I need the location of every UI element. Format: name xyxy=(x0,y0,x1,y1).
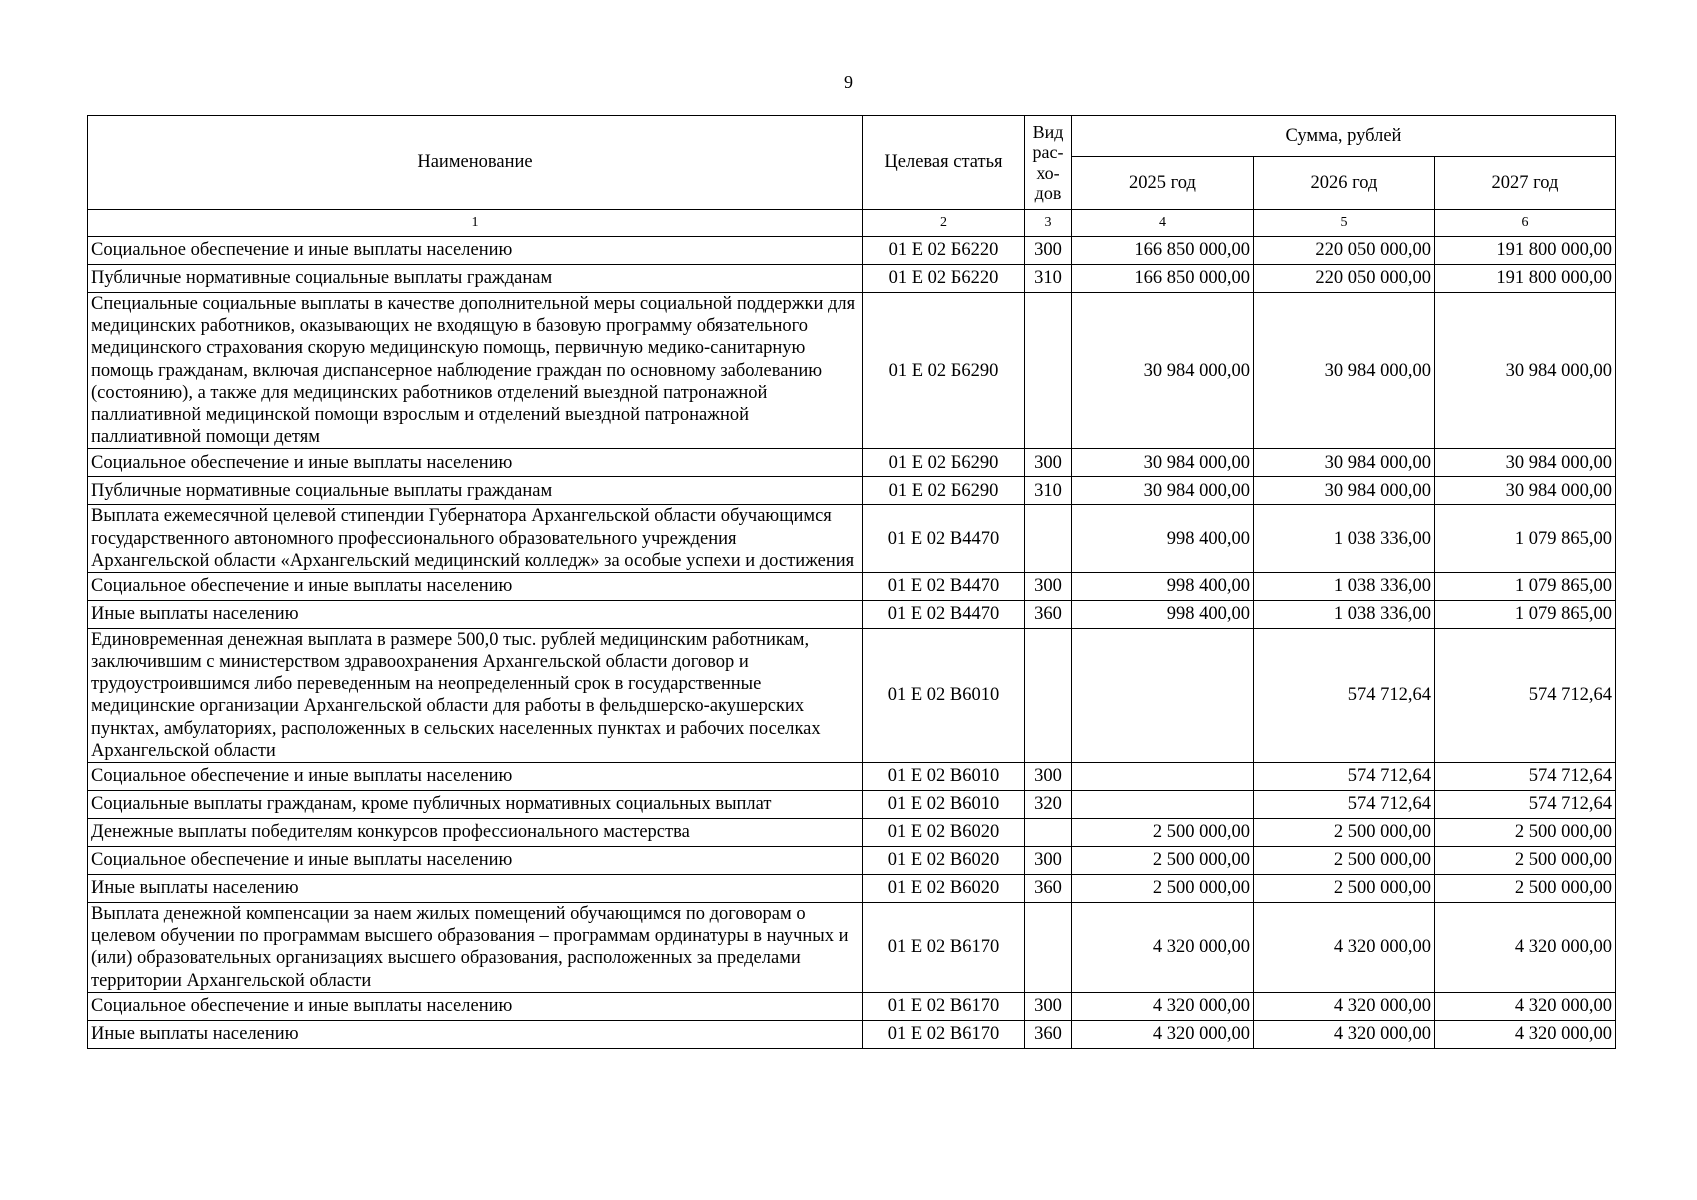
row-amount-2025: 998 400,00 xyxy=(1072,505,1254,573)
row-target: 01 Е 02 Б6220 xyxy=(863,265,1025,293)
table-row xyxy=(88,477,1616,505)
row-target: 01 Е 02 Б6290 xyxy=(863,449,1025,477)
row-target: 01 Е 02 Б6290 xyxy=(863,477,1025,505)
row-amount-2026: 1 038 336,00 xyxy=(1254,505,1435,573)
row-name: Единовременная денежная выплата в размере 500,0 тыс. рублей медицинским работникам, заключившим с министерством здравоохранения Архангельской области договор и трудоустроившимся либо переведенным на неопределенный срок в государственные медицинские организации Архангельской области для работы в фельдшерско-акушерских пунктах, амбулаториях, расположенных в сельских населенных пунктах и рабочих поселках Архангельской области xyxy=(88,628,863,762)
row-name: Социальное обеспечение и иные выплаты населению xyxy=(88,992,863,1020)
column-number: 6 xyxy=(1435,210,1616,237)
row-amount-2027: 30 984 000,00 xyxy=(1435,449,1616,477)
table-row xyxy=(88,237,1616,265)
row-amount-2025 xyxy=(1072,628,1254,762)
row-name: Выплата денежной компенсации за наем жилых помещений обучающимся по договорам о целевом обучении по программам высшего образования – программам ординатуры в научных и (или) образовательных организациях высшего образования, расположенных за пределами территории Архангельской области xyxy=(88,903,863,993)
row-vid: 310 xyxy=(1025,265,1072,293)
row-vid: 320 xyxy=(1025,791,1072,819)
row-vid: 360 xyxy=(1025,600,1072,628)
row-name: Социальное обеспечение и иные выплаты населению xyxy=(88,449,863,477)
row-target: 01 Е 02 В6170 xyxy=(863,903,1025,993)
column-number: 5 xyxy=(1254,210,1435,237)
row-amount-2027: 4 320 000,00 xyxy=(1435,992,1616,1020)
row-amount-2026: 574 712,64 xyxy=(1254,791,1435,819)
table-row xyxy=(88,1020,1616,1048)
row-amount-2027: 574 712,64 xyxy=(1435,791,1616,819)
row-target: 01 Е 02 Б6220 xyxy=(863,237,1025,265)
row-amount-2025: 30 984 000,00 xyxy=(1072,293,1254,449)
row-amount-2026: 1 038 336,00 xyxy=(1254,600,1435,628)
table-row xyxy=(88,293,1616,449)
row-amount-2027: 191 800 000,00 xyxy=(1435,237,1616,265)
table-header xyxy=(88,116,1616,237)
table-row xyxy=(88,600,1616,628)
row-target: 01 Е 02 В6010 xyxy=(863,628,1025,762)
row-amount-2027: 574 712,64 xyxy=(1435,628,1616,762)
header-year-2027: 2027 год xyxy=(1435,157,1616,210)
column-number: 4 xyxy=(1072,210,1254,237)
row-amount-2027: 2 500 000,00 xyxy=(1435,875,1616,903)
row-amount-2027: 30 984 000,00 xyxy=(1435,293,1616,449)
row-amount-2025: 4 320 000,00 xyxy=(1072,1020,1254,1048)
row-target: 01 Е 02 В6170 xyxy=(863,1020,1025,1048)
header-target: Целевая статья xyxy=(863,116,1025,210)
row-amount-2025: 2 500 000,00 xyxy=(1072,847,1254,875)
row-amount-2026: 574 712,64 xyxy=(1254,628,1435,762)
row-target: 01 Е 02 В6010 xyxy=(863,763,1025,791)
row-vid xyxy=(1025,293,1072,449)
row-amount-2025: 30 984 000,00 xyxy=(1072,477,1254,505)
row-amount-2025: 166 850 000,00 xyxy=(1072,237,1254,265)
row-amount-2026: 4 320 000,00 xyxy=(1254,903,1435,993)
row-name: Выплата ежемесячной целевой стипендии Губернатора Архангельской области обучающимся государственного автономного профессионального образовательного учреждения Архангельской области «Архангельский медицинский колледж» за особые успехи и достижения xyxy=(88,505,863,573)
table-row xyxy=(88,572,1616,600)
row-amount-2025: 998 400,00 xyxy=(1072,600,1254,628)
row-vid: 300 xyxy=(1025,572,1072,600)
row-name: Социальные выплаты гражданам, кроме публичных нормативных социальных выплат xyxy=(88,791,863,819)
row-amount-2026: 30 984 000,00 xyxy=(1254,449,1435,477)
row-vid: 300 xyxy=(1025,237,1072,265)
column-number: 3 xyxy=(1025,210,1072,237)
row-vid xyxy=(1025,819,1072,847)
header-year-2026: 2026 год xyxy=(1254,157,1435,210)
page-number: 9 xyxy=(844,72,853,92)
header-name: Наименование xyxy=(88,116,863,210)
table-row xyxy=(88,819,1616,847)
row-amount-2027: 4 320 000,00 xyxy=(1435,903,1616,993)
row-name: Социальное обеспечение и иные выплаты населению xyxy=(88,763,863,791)
row-amount-2025 xyxy=(1072,763,1254,791)
row-name: Специальные социальные выплаты в качестве дополнительной меры социальной поддержки для медицинских работников, оказывающих не входящую в базовую программу обязательного медицинского страхования скорую медицинскую помощь, первичную медико-санитарную помощь гражданам, включая диспансерное наблюдение граждан по основному заболеванию (состоянию), а также для медицинских работников отделений выездной патронажной паллиативной медицинской помощи взрослым и отделений выездной патронажной паллиативной помощи детям xyxy=(88,293,863,449)
header-vid: Вид рас-хо-дов xyxy=(1025,116,1072,210)
row-name: Денежные выплаты победителям конкурсов профессионального мастерства xyxy=(88,819,863,847)
row-target: 01 Е 02 В4470 xyxy=(863,505,1025,573)
table-row xyxy=(88,791,1616,819)
table-row xyxy=(88,628,1616,762)
row-amount-2026: 1 038 336,00 xyxy=(1254,572,1435,600)
row-name: Социальное обеспечение и иные выплаты населению xyxy=(88,847,863,875)
row-target: 01 Е 02 В4470 xyxy=(863,600,1025,628)
row-amount-2026: 574 712,64 xyxy=(1254,763,1435,791)
row-name: Публичные нормативные социальные выплаты гражданам xyxy=(88,265,863,293)
row-amount-2026: 4 320 000,00 xyxy=(1254,992,1435,1020)
row-amount-2026: 220 050 000,00 xyxy=(1254,237,1435,265)
table-row xyxy=(88,875,1616,903)
column-number: 2 xyxy=(863,210,1025,237)
row-amount-2026: 4 320 000,00 xyxy=(1254,1020,1435,1048)
row-vid: 300 xyxy=(1025,449,1072,477)
table-row xyxy=(88,992,1616,1020)
row-amount-2025: 998 400,00 xyxy=(1072,572,1254,600)
row-amount-2027: 1 079 865,00 xyxy=(1435,505,1616,573)
budget-table xyxy=(87,115,1616,1049)
row-amount-2026: 2 500 000,00 xyxy=(1254,847,1435,875)
row-name: Социальное обеспечение и иные выплаты населению xyxy=(88,237,863,265)
row-amount-2025: 2 500 000,00 xyxy=(1072,819,1254,847)
row-vid: 310 xyxy=(1025,477,1072,505)
row-amount-2026: 2 500 000,00 xyxy=(1254,875,1435,903)
row-amount-2027: 574 712,64 xyxy=(1435,763,1616,791)
table-body xyxy=(88,237,1616,1049)
row-amount-2025: 166 850 000,00 xyxy=(1072,265,1254,293)
row-target: 01 Е 02 В6020 xyxy=(863,819,1025,847)
row-vid: 300 xyxy=(1025,847,1072,875)
row-target: 01 Е 02 В4470 xyxy=(863,572,1025,600)
row-amount-2027: 191 800 000,00 xyxy=(1435,265,1616,293)
row-vid: 360 xyxy=(1025,1020,1072,1048)
row-amount-2025: 30 984 000,00 xyxy=(1072,449,1254,477)
row-amount-2025: 4 320 000,00 xyxy=(1072,992,1254,1020)
row-amount-2027: 1 079 865,00 xyxy=(1435,600,1616,628)
row-target: 01 Е 02 В6020 xyxy=(863,847,1025,875)
row-vid: 360 xyxy=(1025,875,1072,903)
table-row xyxy=(88,847,1616,875)
row-name: Публичные нормативные социальные выплаты гражданам xyxy=(88,477,863,505)
row-name: Иные выплаты населению xyxy=(88,875,863,903)
row-target: 01 Е 02 В6170 xyxy=(863,992,1025,1020)
row-name: Социальное обеспечение и иные выплаты населению xyxy=(88,572,863,600)
row-target: 01 Е 02 В6010 xyxy=(863,791,1025,819)
row-name: Иные выплаты населению xyxy=(88,1020,863,1048)
table-row xyxy=(88,505,1616,573)
row-amount-2026: 30 984 000,00 xyxy=(1254,477,1435,505)
row-amount-2027: 1 079 865,00 xyxy=(1435,572,1616,600)
row-amount-2025: 2 500 000,00 xyxy=(1072,875,1254,903)
header-sum: Сумма, рублей xyxy=(1072,116,1616,157)
row-amount-2026: 2 500 000,00 xyxy=(1254,819,1435,847)
row-name: Иные выплаты населению xyxy=(88,600,863,628)
row-amount-2026: 30 984 000,00 xyxy=(1254,293,1435,449)
row-amount-2025: 4 320 000,00 xyxy=(1072,903,1254,993)
row-vid xyxy=(1025,628,1072,762)
row-target: 01 Е 02 В6020 xyxy=(863,875,1025,903)
row-vid xyxy=(1025,903,1072,993)
table-row xyxy=(88,449,1616,477)
row-amount-2027: 4 320 000,00 xyxy=(1435,1020,1616,1048)
row-target: 01 Е 02 Б6290 xyxy=(863,293,1025,449)
row-amount-2027: 2 500 000,00 xyxy=(1435,847,1616,875)
table-row xyxy=(88,763,1616,791)
row-vid: 300 xyxy=(1025,763,1072,791)
row-amount-2025 xyxy=(1072,791,1254,819)
row-amount-2027: 2 500 000,00 xyxy=(1435,819,1616,847)
row-amount-2026: 220 050 000,00 xyxy=(1254,265,1435,293)
header-year-2025: 2025 год xyxy=(1072,157,1254,210)
table-row xyxy=(88,903,1616,993)
row-vid: 300 xyxy=(1025,992,1072,1020)
row-amount-2027: 30 984 000,00 xyxy=(1435,477,1616,505)
table-row xyxy=(88,265,1616,293)
row-vid xyxy=(1025,505,1072,573)
column-number: 1 xyxy=(88,210,863,237)
